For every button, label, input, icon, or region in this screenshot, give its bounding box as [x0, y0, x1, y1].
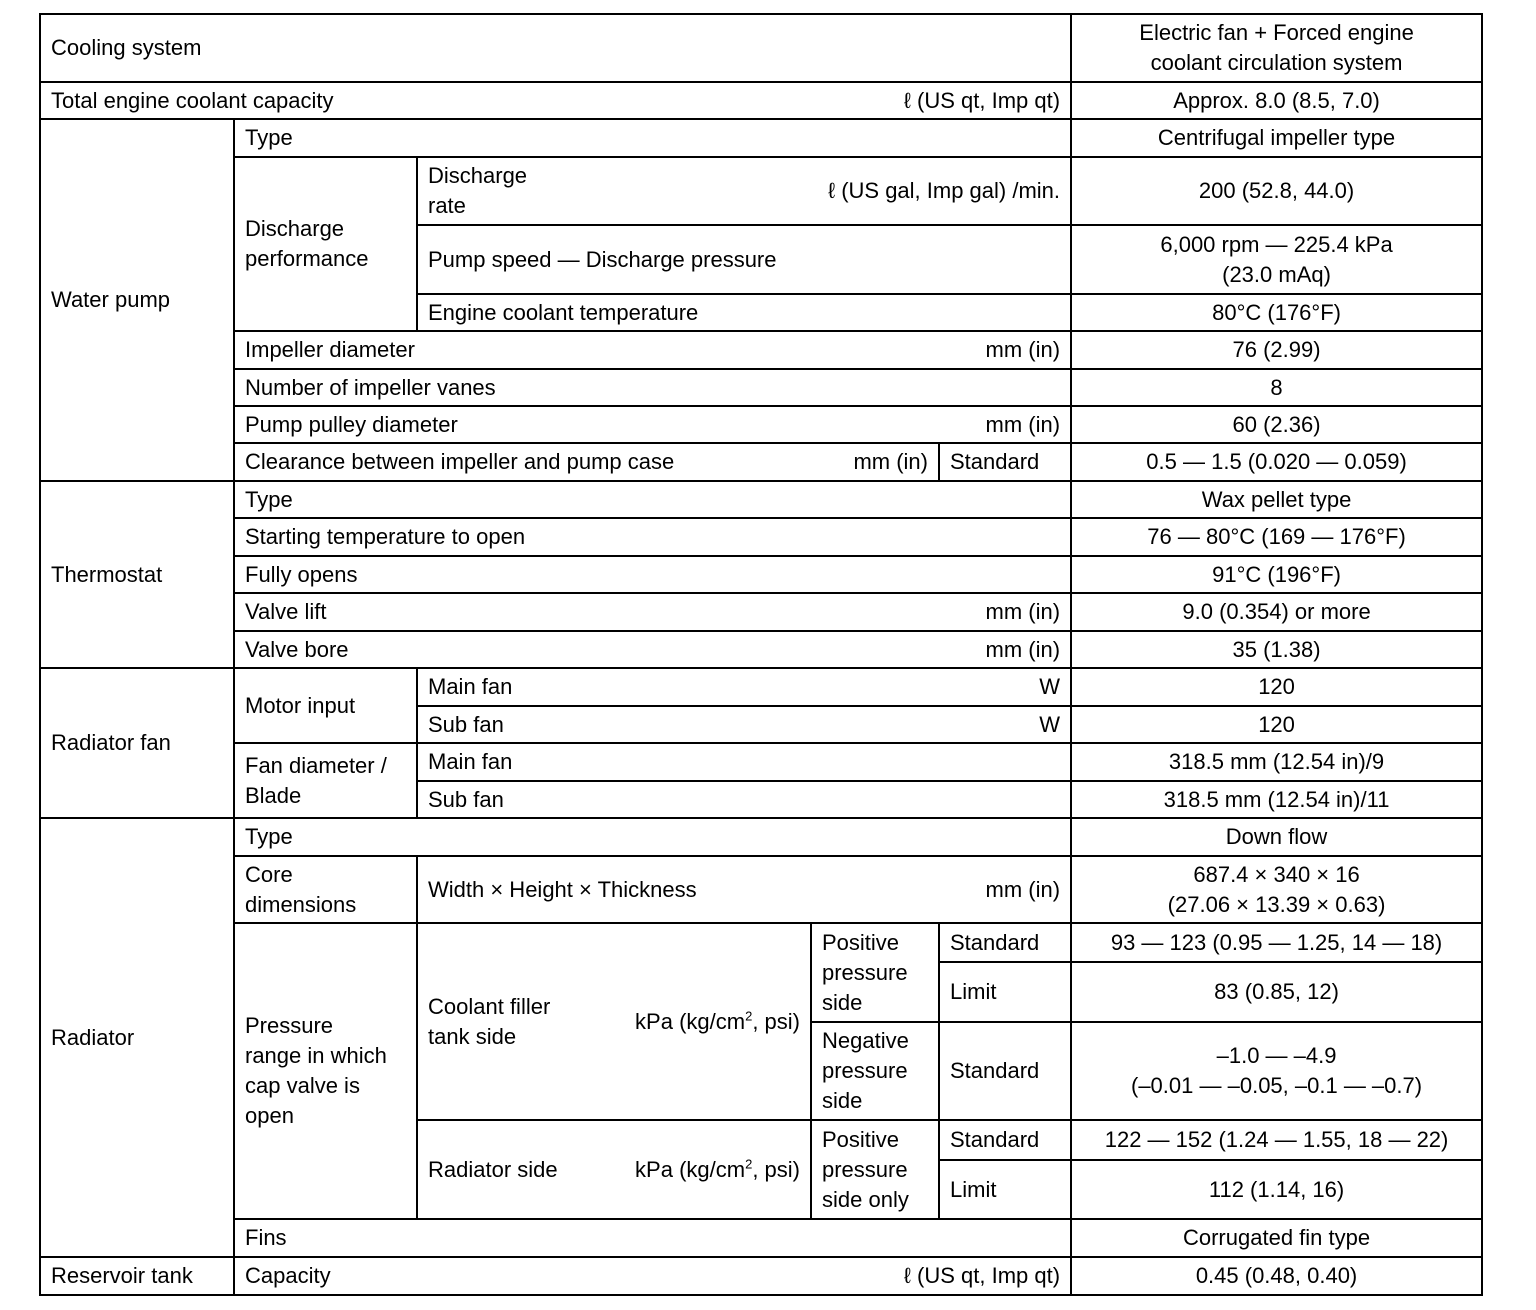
negative-pressure-label — [811, 1022, 939, 1120]
table-row — [40, 406, 1482, 443]
label-line: Discharge — [428, 163, 528, 188]
table-row — [40, 481, 1482, 518]
unit — [635, 1155, 800, 1185]
label-line: rate — [428, 193, 466, 218]
label-line: Blade — [245, 782, 302, 808]
cooling-system-value — [1071, 14, 1482, 82]
coolant-filler-cell — [417, 923, 811, 1120]
table-row — [40, 743, 1482, 781]
value-line: (–0.01 — –0.05, –0.1 — –0.7) — [1131, 1073, 1423, 1098]
table-row — [40, 856, 1482, 923]
label: Standard — [939, 443, 1071, 481]
value: 318.5 mm (12.54 in)/9 — [1071, 743, 1482, 781]
label: Limit — [939, 1160, 1071, 1219]
cooling-system-spec-table — [39, 13, 1483, 1296]
label-line: range in which — [245, 1043, 387, 1068]
value: Approx. 8.0 (8.5, 7.0) — [1071, 82, 1482, 119]
unit: mm (in) — [985, 876, 1061, 902]
valve-lift-cell — [234, 593, 1071, 631]
value: 80°C (176°F) — [1071, 294, 1482, 331]
label: Starting temperature to open — [234, 518, 1071, 556]
label-line: side — [822, 1088, 863, 1113]
label: Valve lift — [245, 599, 327, 624]
pressure-range-label — [234, 923, 417, 1219]
radiator-fan-label: Radiator fan — [40, 668, 234, 818]
total-capacity-cell — [40, 82, 1071, 119]
table-row — [40, 443, 1482, 481]
value: 122 — 152 (1.24 — 1.55, 18 — 22) — [1071, 1120, 1482, 1160]
value-line: 687.4 × 340 × 16 — [1193, 861, 1360, 887]
label: Type — [234, 818, 1071, 856]
value-line: Electric fan + Forced engine — [1139, 20, 1414, 45]
unit: ℓ (US gal, Imp gal) /min. — [827, 178, 1061, 203]
value: 93 — 123 (0.95 — 1.25, 14 — 18) — [1071, 923, 1482, 962]
value: 83 (0.85, 12) — [1071, 962, 1482, 1022]
value-line: coolant circulation system — [1150, 50, 1403, 75]
value: 91°C (196°F) — [1071, 556, 1482, 593]
table-row — [40, 157, 1482, 225]
label: Pump pulley diameter — [245, 411, 458, 437]
label-line: Positive — [822, 1126, 900, 1152]
unit: W — [1039, 674, 1061, 699]
label-line: Negative — [822, 1028, 909, 1053]
main-fan-cell — [417, 668, 1071, 706]
label-line: Fan diameter / — [245, 752, 387, 778]
value: 76 — 80°C (169 — 176°F) — [1071, 518, 1482, 556]
label-line: open — [245, 1103, 294, 1128]
water-pump-label: Water pump — [40, 119, 234, 481]
value: 60 (2.36) — [1071, 406, 1482, 443]
impeller-diameter-cell — [234, 331, 1071, 369]
reservoir-tank-label: Reservoir tank — [40, 1257, 234, 1295]
label: Total engine coolant capacity — [51, 87, 334, 113]
label: Sub fan — [417, 781, 1071, 818]
label-line: cap valve is — [245, 1073, 360, 1098]
label: Number of impeller vanes — [234, 369, 1071, 406]
value: 0.5 — 1.5 (0.020 — 0.059) — [1071, 443, 1482, 481]
label: Clearance between impeller and pump case — [245, 449, 675, 474]
unit-text: kPa (kg/cm — [635, 1156, 746, 1182]
table-row — [40, 593, 1482, 631]
table-row — [40, 518, 1482, 556]
unit: mm (in) — [985, 636, 1061, 662]
value: Down flow — [1071, 818, 1482, 856]
value-line: (27.06 × 13.39 × 0.63) — [1167, 891, 1386, 917]
clearance-cell — [234, 443, 939, 481]
value: 0.45 (0.48, 0.40) — [1071, 1257, 1482, 1295]
unit — [635, 1007, 800, 1037]
table-row — [40, 14, 1482, 82]
unit: mm (in) — [985, 337, 1061, 362]
label: Standard — [939, 1022, 1071, 1120]
unit-text: kPa (kg/cm — [635, 1008, 746, 1034]
value-line: (23.0 mAq) — [1222, 261, 1331, 287]
unit: ℓ (US qt, Imp qt) — [903, 1263, 1061, 1288]
discharge-performance-label — [234, 157, 417, 331]
label-line: side — [822, 989, 863, 1015]
table-row — [40, 369, 1482, 406]
label: Type — [234, 481, 1071, 518]
thermostat-label: Thermostat — [40, 481, 234, 668]
label: Type — [234, 119, 1071, 157]
sub-fan-cell — [417, 706, 1071, 743]
label: Radiator side — [428, 1156, 558, 1182]
label-line: side only — [822, 1186, 909, 1212]
table-row — [40, 1257, 1482, 1295]
label: Valve bore — [245, 636, 349, 662]
core-dimensions-label — [234, 856, 417, 923]
valve-bore-cell — [234, 631, 1071, 668]
unit-sup: 2 — [745, 1156, 753, 1172]
table-row — [40, 668, 1482, 706]
unit-text: , psi) — [752, 1008, 800, 1034]
table-row — [40, 119, 1482, 157]
capacity-cell — [234, 1257, 1071, 1295]
cooling-system-label: Cooling system — [40, 14, 1071, 82]
label: Impeller diameter — [245, 337, 415, 362]
fan-diameter-label — [234, 743, 417, 818]
radiator-side-cell — [417, 1120, 811, 1219]
label-line: pressure — [822, 959, 908, 985]
label: Pump speed — Discharge pressure — [417, 225, 1071, 294]
table-row — [40, 82, 1482, 119]
label: Standard — [939, 1120, 1071, 1160]
value — [1071, 1022, 1482, 1120]
label: Fins — [234, 1219, 1071, 1257]
label-line: tank side — [428, 1023, 517, 1049]
value: 200 (52.8, 44.0) — [1071, 157, 1482, 225]
label-line: pressure — [822, 1156, 908, 1182]
value: Wax pellet type — [1071, 481, 1482, 518]
label-line: Coolant filler — [428, 993, 551, 1019]
unit: mm (in) — [985, 411, 1061, 437]
value: 120 — [1071, 668, 1482, 706]
positive-pressure-label — [811, 923, 939, 1022]
label — [428, 992, 550, 1052]
label: Engine coolant temperature — [417, 294, 1071, 331]
label-line: Positive — [822, 929, 900, 955]
value-line: –1.0 — –4.9 — [1216, 1043, 1337, 1068]
label: Width × Height × Thickness — [428, 876, 697, 902]
label-line: pressure — [822, 1058, 908, 1083]
value: 76 (2.99) — [1071, 331, 1482, 369]
table-row — [40, 923, 1482, 962]
label-line: Discharge — [245, 216, 345, 241]
core-dims-cell — [417, 856, 1071, 923]
value: Corrugated fin type — [1071, 1219, 1482, 1257]
unit: mm (in) — [985, 599, 1061, 624]
value: 120 — [1071, 706, 1482, 743]
label: Sub fan — [428, 711, 504, 737]
positive-pressure-only-label — [811, 1120, 939, 1219]
table-row — [40, 631, 1482, 668]
value: 112 (1.14, 16) — [1071, 1160, 1482, 1219]
table-row — [40, 331, 1482, 369]
value: 9.0 (0.354) or more — [1071, 593, 1482, 631]
label-line: Core — [245, 861, 293, 887]
label: Main fan — [428, 674, 513, 699]
unit-text: , psi) — [752, 1156, 800, 1182]
discharge-rate-cell — [417, 157, 1071, 225]
label: Standard — [939, 923, 1071, 962]
label: Fully opens — [234, 556, 1071, 593]
label: Limit — [939, 962, 1071, 1022]
table-row — [40, 556, 1482, 593]
radiator-label: Radiator — [40, 818, 234, 1257]
label-line: Pressure — [245, 1013, 334, 1038]
value: 35 (1.38) — [1071, 631, 1482, 668]
unit: W — [1039, 711, 1061, 737]
value: 8 — [1071, 369, 1482, 406]
label-line: dimensions — [245, 891, 357, 917]
unit-sup: 2 — [745, 1008, 753, 1024]
unit: mm (in) — [853, 449, 928, 474]
label: Capacity — [245, 1263, 331, 1288]
label — [428, 161, 527, 221]
value — [1071, 225, 1482, 294]
table-row — [40, 1219, 1482, 1257]
value — [1071, 856, 1482, 923]
value: Centrifugal impeller type — [1071, 119, 1482, 157]
value-line: 6,000 rpm — 225.4 kPa — [1160, 231, 1393, 257]
pulley-cell — [234, 406, 1071, 443]
table-row — [40, 818, 1482, 856]
label: Main fan — [417, 743, 1071, 781]
value: 318.5 mm (12.54 in)/11 — [1071, 781, 1482, 818]
unit: ℓ (US qt, Imp qt) — [903, 87, 1061, 113]
motor-input-label: Motor input — [234, 668, 417, 743]
label-line: performance — [245, 246, 369, 271]
